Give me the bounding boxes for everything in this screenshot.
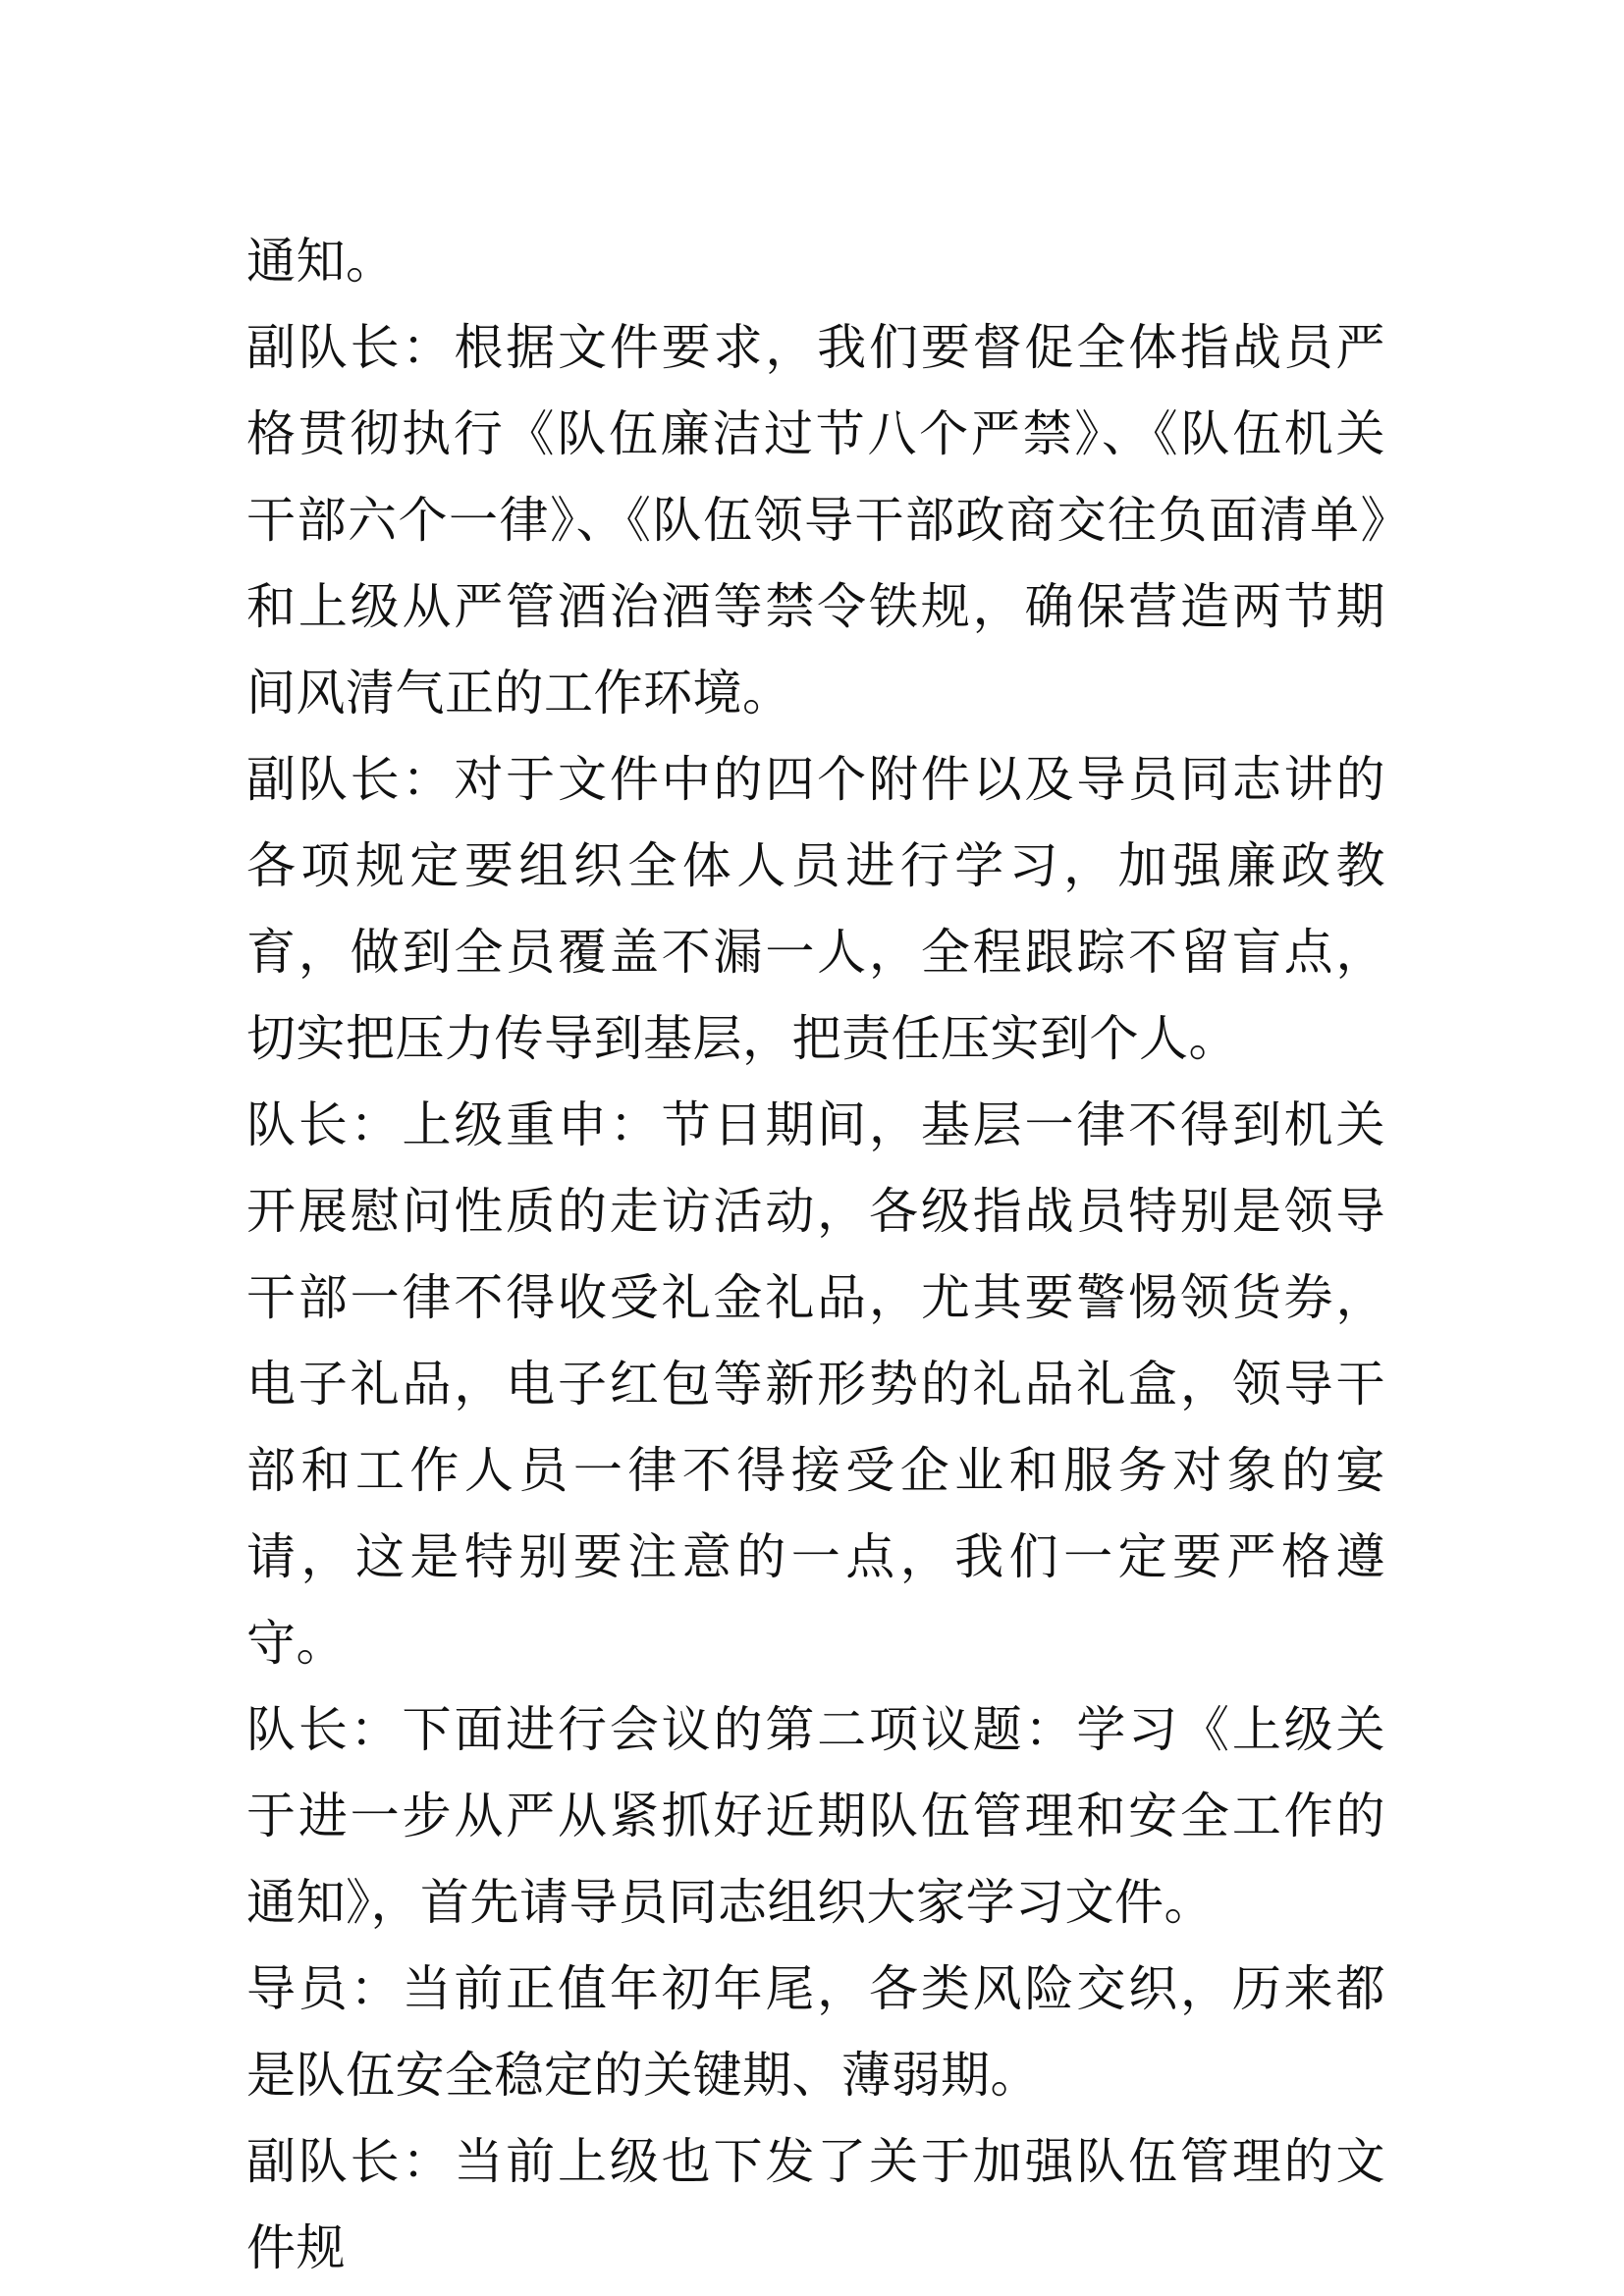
paragraph: 副队长：对于文件中的四个附件以及导员同志讲的各项规定要组织全体人员进行学习，加强廉政教育，做到全员覆盖不漏一人，全程跟踪不留盲点，切实把压力传导到基层，把责任压实到个人。 — [246, 751, 1385, 1067]
document-body — [246, 218, 1385, 2291]
paragraph: 副队长：当前上级也下发了关于加强队伍管理的文件规 — [246, 2133, 1385, 2276]
paragraph: 通知。 — [246, 233, 396, 290]
paragraph: 导员：当前正值年初年尾，各类风险交织，历来都是队伍安全稳定的关键期、薄弱期。 — [246, 1960, 1385, 2104]
paragraph: 队长：下面进行会议的第二项议题：学习《上级关于进一步从严从紧抓好近期队伍管理和安全工作的通知》，首先请导员同志组织大家学习文件。 — [246, 1701, 1385, 1931]
paragraph: 队长：上级重申：节日期间，基层一律不得到机关开展慰问性质的走访活动，各级指战员特别是领导干部一律不得收受礼金礼品，尤其要警惕领货券，电子礼品，电子红包等新形势的礼品礼盒，领导干部和工作人员一律不得接受企业和服务对象的宴请，这是特别要注意的一点，我们一定要严格遵守。 — [246, 1096, 1385, 1672]
paragraph: 副队长：根据文件要求，我们要督促全体指战员严格贯彻执行《队伍廉洁过节八个严禁》、《队伍机关干部六个一律》、《队伍领导干部政商交往负面清单》和上级从严管酒治酒等禁令铁规，确保营造两节期间风清气正的工作环境。 — [246, 319, 1385, 721]
